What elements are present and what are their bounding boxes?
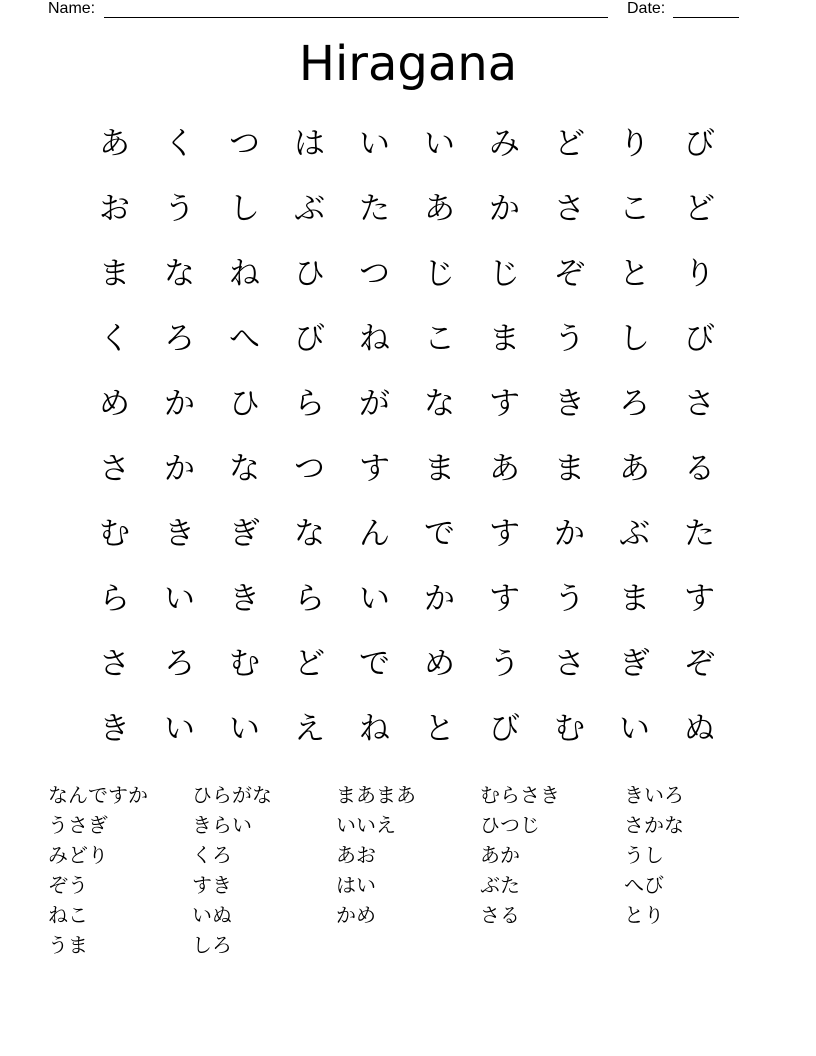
grid-letter: で — [424, 516, 455, 552]
word-bank-item: むらさき — [480, 783, 560, 807]
grid-letter: ま — [619, 581, 650, 617]
grid-letter: か — [424, 581, 455, 617]
grid-letter: う — [489, 646, 520, 682]
word-bank-item: へび — [624, 873, 664, 897]
grid-letter: ひ — [294, 256, 325, 292]
grid-letter: き — [99, 711, 130, 747]
grid-letter: び — [684, 321, 715, 357]
word-bank-item: うさぎ — [48, 813, 108, 837]
grid-letter: る — [684, 451, 715, 487]
grid-letter: ら — [294, 386, 325, 422]
grid-letter: な — [164, 256, 195, 292]
grid-letter: し — [619, 321, 650, 357]
grid-letter: ど — [294, 646, 325, 682]
grid-letter: つ — [359, 256, 390, 292]
grid-letter: え — [294, 711, 325, 747]
word-bank-item: くろ — [192, 843, 232, 867]
word-bank-item: ひつじ — [480, 813, 540, 837]
grid-letter: こ — [424, 321, 455, 357]
grid-letter: ん — [359, 516, 390, 552]
grid-letter: ぶ — [294, 191, 325, 227]
grid-letter: ら — [99, 581, 130, 617]
grid-letter: と — [424, 711, 455, 747]
word-bank-item: はい — [336, 873, 376, 897]
grid-letter: が — [359, 386, 390, 422]
grid-letter: り — [684, 256, 715, 292]
grid-letter: ま — [424, 451, 455, 487]
grid-letter: な — [229, 451, 260, 487]
grid-letter: り — [619, 126, 650, 162]
word-bank-item: あか — [480, 843, 520, 867]
grid-letter: き — [164, 516, 195, 552]
grid-letter: さ — [99, 451, 130, 487]
grid-letter: さ — [99, 646, 130, 682]
word-bank-item: かめ — [336, 903, 376, 927]
grid-letter: ろ — [619, 386, 650, 422]
grid-letter: し — [229, 191, 260, 227]
grid-letter: う — [554, 581, 585, 617]
grid-letter: い — [619, 711, 650, 747]
grid-letter: ど — [684, 191, 715, 227]
grid-letter: な — [294, 516, 325, 552]
grid-letter: つ — [229, 126, 260, 162]
grid-letter: ぎ — [619, 646, 650, 682]
word-bank-item: うし — [624, 843, 664, 867]
grid-letter: つ — [294, 451, 325, 487]
grid-letter: い — [229, 711, 260, 747]
grid-letter: び — [489, 711, 520, 747]
grid-letter: ぞ — [554, 256, 585, 292]
grid-letter: で — [359, 646, 390, 682]
grid-letter: か — [554, 516, 585, 552]
grid-letter: は — [294, 126, 325, 162]
grid-letter: な — [424, 386, 455, 422]
grid-letter: い — [424, 126, 455, 162]
word-bank — [48, 780, 768, 960]
word-bank-item: さかな — [624, 813, 684, 837]
grid-letter: み — [489, 126, 520, 162]
worksheet-header — [0, 0, 816, 20]
grid-letter: か — [164, 451, 195, 487]
grid-letter: す — [684, 581, 715, 617]
grid-letter: い — [164, 711, 195, 747]
grid-letter: ひ — [229, 386, 260, 422]
grid-letter: ね — [229, 256, 260, 292]
word-bank-item: いいえ — [336, 813, 396, 837]
grid-letter: ら — [294, 581, 325, 617]
grid-letter: こ — [619, 191, 650, 227]
grid-letter: お — [99, 191, 130, 227]
grid-letter: い — [359, 581, 390, 617]
grid-letter: ね — [359, 711, 390, 747]
page-title: Hiragana — [298, 36, 518, 92]
grid-letter: あ — [489, 451, 520, 487]
grid-letter: ま — [489, 321, 520, 357]
grid-letter: く — [99, 321, 130, 357]
grid-letter: す — [489, 386, 520, 422]
grid-letter: か — [489, 191, 520, 227]
grid-letter: き — [229, 581, 260, 617]
grid-letter: む — [99, 516, 130, 552]
grid-letter: ぬ — [684, 711, 715, 747]
grid-letter: さ — [554, 191, 585, 227]
grid-letter: ろ — [164, 646, 195, 682]
grid-letter: ね — [359, 321, 390, 357]
grid-letter: め — [424, 646, 455, 682]
word-bank-item: きいろ — [624, 783, 684, 807]
grid-letter: と — [619, 256, 650, 292]
grid-letter: へ — [229, 321, 260, 357]
grid-letter: め — [99, 386, 130, 422]
grid-letter: く — [164, 126, 195, 162]
grid-letter: あ — [99, 126, 130, 162]
grid-letter: い — [164, 581, 195, 617]
grid-letter: ぶ — [619, 516, 650, 552]
grid-letter: び — [684, 126, 715, 162]
word-bank-item: ねこ — [48, 903, 88, 927]
word-bank-item: きらい — [192, 813, 252, 837]
date-label: Date: — [627, 0, 666, 17]
word-bank-item: あお — [336, 843, 376, 867]
grid-letter: す — [489, 516, 520, 552]
grid-letter: た — [684, 516, 715, 552]
grid-letter: じ — [424, 256, 455, 292]
grid-letter: あ — [424, 191, 455, 227]
grid-letter: さ — [684, 386, 715, 422]
grid-letter: き — [554, 386, 585, 422]
grid-letter: ぞ — [684, 646, 715, 682]
word-bank-item: すき — [192, 873, 232, 897]
grid-letter: ど — [554, 126, 585, 162]
grid-letter: す — [359, 451, 390, 487]
grid-letter: び — [294, 321, 325, 357]
date-blank-line — [673, 0, 739, 18]
grid-letter: い — [359, 126, 390, 162]
word-bank-item: まあまあ — [336, 783, 416, 807]
word-bank-item: いぬ — [192, 903, 232, 927]
grid-letter: ま — [99, 256, 130, 292]
grid-letter: た — [359, 191, 390, 227]
grid-letter: あ — [619, 451, 650, 487]
grid-letter: う — [554, 321, 585, 357]
word-bank-item: なんですか — [48, 783, 148, 807]
word-search-grid — [82, 112, 732, 762]
word-bank-item: ぶた — [480, 873, 520, 897]
grid-letter: す — [489, 581, 520, 617]
word-bank-item: しろ — [192, 933, 232, 957]
word-bank-item: とり — [624, 903, 664, 927]
grid-letter: む — [554, 711, 585, 747]
grid-letter: ま — [554, 451, 585, 487]
name-blank-line — [104, 0, 608, 18]
name-label: Name: — [48, 0, 96, 17]
grid-letter: さ — [554, 646, 585, 682]
grid-letter: か — [164, 386, 195, 422]
grid-letter: む — [229, 646, 260, 682]
word-bank-item: うま — [48, 933, 88, 957]
word-bank-item: みどり — [48, 843, 108, 867]
grid-letter: ぎ — [229, 516, 260, 552]
word-bank-item: ぞう — [48, 873, 88, 897]
grid-letter: ろ — [164, 321, 195, 357]
word-bank-item: ひらがな — [192, 783, 272, 807]
grid-letter: じ — [489, 256, 520, 292]
grid-letter: う — [164, 191, 195, 227]
word-bank-item: さる — [480, 903, 520, 927]
